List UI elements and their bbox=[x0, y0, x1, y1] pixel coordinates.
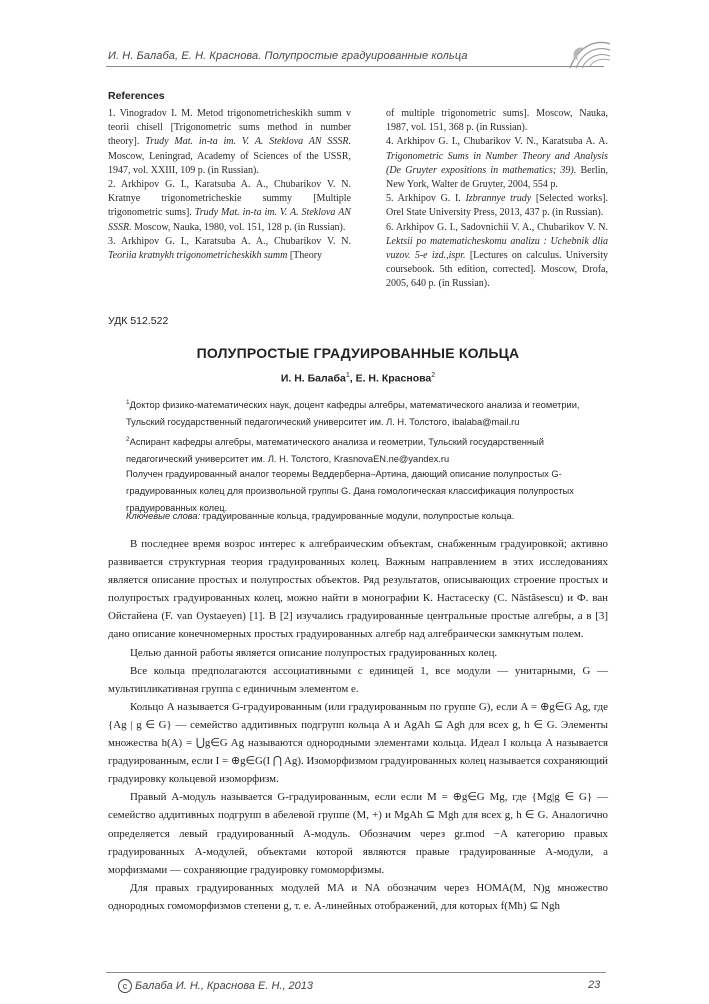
article-title: ПОЛУПРОСТЫЕ ГРАДУИРОВАННЫЕ КОЛЬЦА bbox=[196, 345, 520, 361]
keywords-label: Ключевые слова: bbox=[126, 511, 201, 521]
reference-item: of multiple trigonometric sums]. Moscow, Nauka, 1987, vol. 151, 368 p. (in Russian). bbox=[386, 108, 608, 134]
authors bbox=[108, 372, 608, 385]
body-paragraph: Правый A-модуль называется G-градуированным, если если M = ⊕g∈G Mg, где {Mg|g ∈ G} — семейство аддитивных подгрупп в абелевой группе (M, +) и MgAh ⊆ Mgh для всех g, h ∈ G. Аналогично определяется левый градуированный A-модуль. Обозначим через gr.mod −A категорию правых градуированных A-модулей, объектами которой являются правые градуированные A-модули, а морфизмами — сохраняющие градуировку гомоморфизмы. bbox=[108, 791, 608, 876]
reference-item: 2. Arkhipov G. I., Karatsuba A. A., Chubarikov V. N. Kratnye trigonometricheskie summy [Multiple trigonometric sums]. Trudy Mat. in-ta im. V. A. Steklova AN SSSR. Moscow, Nauka, 1980, vol. 151, 128 p. (in Russian). bbox=[108, 179, 351, 233]
copyright-icon: c bbox=[118, 979, 132, 993]
references-heading: References bbox=[108, 90, 165, 102]
udk-code: УДК 512.522 bbox=[108, 315, 169, 327]
keywords-list: градуированные кольца, градуированные модули, полупростые кольца. bbox=[200, 511, 515, 521]
body-paragraph: Для правых градуированных модулей MA и NA обозначим через HOMA(M, N)g множество однородных гомоморфизмов степени g, т. е. A-линейных отображений, для которых f(Mh) ⊆ Ngh bbox=[108, 881, 608, 912]
affiliations bbox=[126, 394, 612, 468]
reference-item: 4. Arkhipov G. I., Chubarikov V. N., Karatsuba A. A. Trigonometric Sums in Number Theory and Analysis (De Gruyter expositions in mathematics; 39). Berlin, New York, Walter de Gruyter, 2004, 554 p. bbox=[386, 136, 608, 191]
header-rule bbox=[106, 66, 604, 67]
reference-item: 5. Arkhipov G. I. Izbrannye trudy [Selected works]. Orel State University Press, 2013, 437 p. (in Russian). bbox=[386, 193, 608, 219]
references-right-column bbox=[386, 107, 608, 292]
author-separator: , bbox=[349, 372, 356, 385]
author-footnote-mark: 2 bbox=[431, 372, 436, 379]
body-paragraph: Все кольца предполагаются ассоциативными с единицей 1, все модули — унитарными, G — мультипликативная группа с единичным элементом e. bbox=[108, 664, 608, 695]
references-left-column bbox=[108, 107, 351, 263]
footer-rule bbox=[106, 972, 606, 973]
body-paragraph: Целью данной работы является описание полупростых градуированных колец. bbox=[130, 646, 498, 659]
author-name: И. Н. Балаба bbox=[280, 372, 346, 385]
body-paragraph: Кольцо A называется G-градуированным (или градуированным по группе G), если A = ⊕g∈G Ag, где {Ag | g ∈ G} — семейство аддитивных подгрупп кольца A и AgAh ⊆ Agh для всех g, h ∈ G. Элементы множества h(A) = ⋃g∈G Ag называются однородными элементами кольца. Идеал I кольца A называется градуированным, если I = ⊕g∈G(I ⋂ Ag). Изоморфизмом градуированных колец называется сохраняющий градуировку кольцевой изоморфизм. bbox=[108, 700, 608, 786]
header-ornament-icon bbox=[566, 38, 614, 72]
author-name: Е. Н. Краснова bbox=[355, 372, 432, 385]
body-paragraph: В последнее время возрос интерес к алгебраическим объектам, снабженным градуировкой; активно развивается структурная теория градуированных колец. Важным направлением в этих исследованиях является описание простых и полупростых объектов. Ряд результатов, описывающих строение простых и полупростых градуированных колец, можно найти в монографии К. Настасеску (C. Năstăsescu) и Ф. ван Ойстайена (F. van Oystaeyen) [1]. В [2] изучались градуированные центральные простые алгебры, а в [3] дано описание конечномерных простых градуированных алгебр над алгебраически замкнутым полем. bbox=[108, 538, 608, 641]
affiliation-item: $^1$Доктор физико-математических наук, доцент кафедры алгебры, математического анализа и геометрии, Тульский государственный педагогический университет им. Л. Н. Толстого, ibalaba@mail.ru bbox=[126, 399, 580, 428]
author-footnote-mark: 1 bbox=[345, 372, 350, 379]
reference-item: 6. Arkhipov G. I., Sadovnichii V. A., Chubarikov V. N. Lektsii po matematicheskomu analizu : Uchebnik dlia vuzov. 5-e izd.,ispr. [Lectures on calculus. University coursebook. 5th edition, corrected]. Moscow, Drofa, 2005, 640 p. (in Russian). bbox=[386, 221, 609, 290]
keywords bbox=[126, 508, 612, 525]
reference-item: 1. Vinogradov I. M. Metod trigonometricheskikh summ v teorii chisell [Trigonometric sums method in number theory]. Trudy Mat. in-ta im. V. A. Steklova AN SSSR. Moscow, Leningrad, Academy of Sciences of the USSR, 1947, vol. XXIII, 109 p. (in Russian). bbox=[108, 108, 351, 176]
running-header: И. Н. Балаба, Е. Н. Краснова. Полупростые градуированные кольца bbox=[108, 50, 468, 62]
reference-item: 3. Arkhipov G. I., Karatsuba A. A., Chubarikov V. N. Teoriia kratnykh trigonometricheskikh summ [Theory bbox=[108, 235, 351, 262]
affiliation-item: $^2$Аспирант кафедры алгебры, математического анализа и геометрии, Тульский государственный педагогический университет им. Л. Н. Толстого, KrasnovaEN.ne@yandex.ru bbox=[126, 436, 544, 465]
footer-copyright bbox=[118, 979, 313, 993]
page-number: 23 bbox=[588, 979, 601, 991]
abstract: Получен градуированный аналог теоремы Веддерберна–Артина, дающий описание полупростых G-градуированных колец для произвольной группы G. Дана гомологическая классификация полупростых градуированных колец. bbox=[126, 469, 574, 513]
copyright-text: Балаба И. Н., Краснова Е. Н., 2013 bbox=[135, 980, 314, 992]
article-body bbox=[108, 535, 608, 915]
